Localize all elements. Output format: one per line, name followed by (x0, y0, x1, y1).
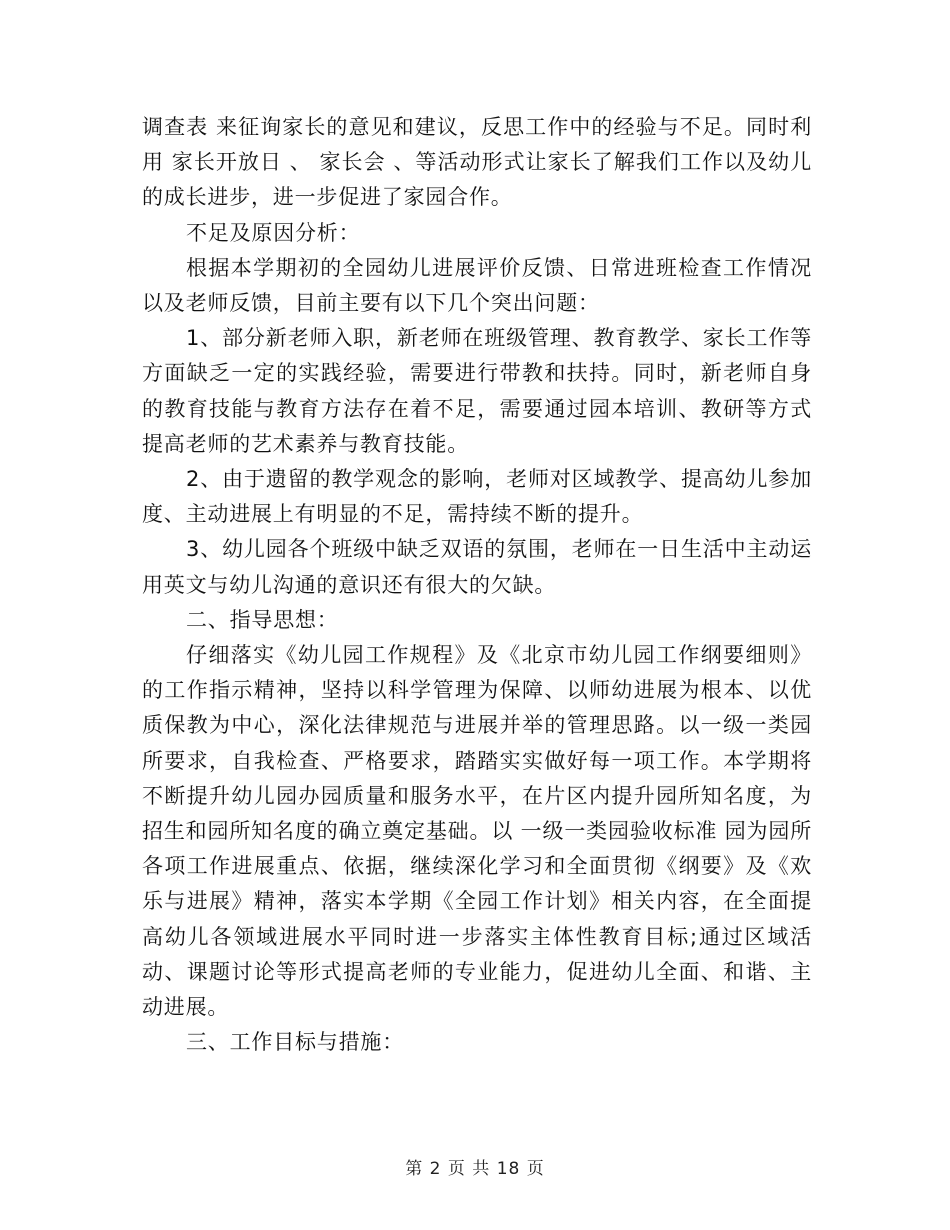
paragraph-issue-1: 1、部分新老师入职，新老师在班级管理、教育教学、家长工作等方面缺乏一定的实践经验，需要进行带教和扶持。同时，新老师自身的教育技能与教育方法存在着不足，需要通过园本培训、教研等方式提高老师的艺术素养与教育技能。 (142, 326, 812, 456)
paragraph-issue-3: 3、幼儿园各个班级中缺乏双语的氛围，老师在一日生活中主动运用英文与幼儿沟通的意识还有很大的欠缺。 (142, 537, 812, 597)
paragraph-heading-deficiencies: 不足及原因分析： (186, 220, 361, 245)
section-heading-goals-measures: 三、工作目标与措施： (186, 1030, 404, 1055)
paragraph-analysis-intro: 根据本学期初的全园幼儿进展评价反馈、日常进班检查工作情况以及老师反馈，目前主要有以下几个突出问题： (142, 255, 812, 316)
paragraph-continuation: 调查表 来征询家长的意见和建议，反思工作中的经验与不足。同时利用 家长开放日 、 家长会 、等活动形式让家长了解我们工作以及幼儿的成长进步，进一步促进了家园合作。 (142, 115, 812, 210)
paragraph-issue-2: 2、由于遗留的教学观念的影响，老师对区域教学、提高幼儿参加度、主动进展上有明显的不足，需持续不断的提升。 (142, 467, 812, 527)
document-body (142, 110, 812, 1060)
paragraph-guiding-ideology: 仔细落实《幼儿园工作规程》及《北京市幼儿园工作纲要细则》的工作指示精神，坚持以科学管理为保障、以师幼进展为根本、以优质保教为中心，深化法律规范与进展并举的管理思路。以一级一类园所要求，自我检查、严格要求，踏踏实实做好每一项工作。本学期将不断提升幼儿园办园质量和服务水平，在片区内提升园所知名度，为招生和园所知名度的确立奠定基础。以 一级一类园验收标准 园为园所各项工作进展重点、依据，继续深化学习和全面贯彻《纲要》及《欢乐与进展》精神，落实本学期《全园工作计划》相关内容，在全面提高幼儿各领域进展水平同时进一步落实主体性教育目标;通过区域活动、课题讨论等形式提高老师的专业能力，促进幼儿全面、和谐、主动进展。 (142, 643, 812, 1020)
page-number-footer: 第 2 页 共 18 页 (405, 1159, 545, 1179)
section-heading-guiding-ideology: 二、指导思想： (186, 607, 339, 632)
